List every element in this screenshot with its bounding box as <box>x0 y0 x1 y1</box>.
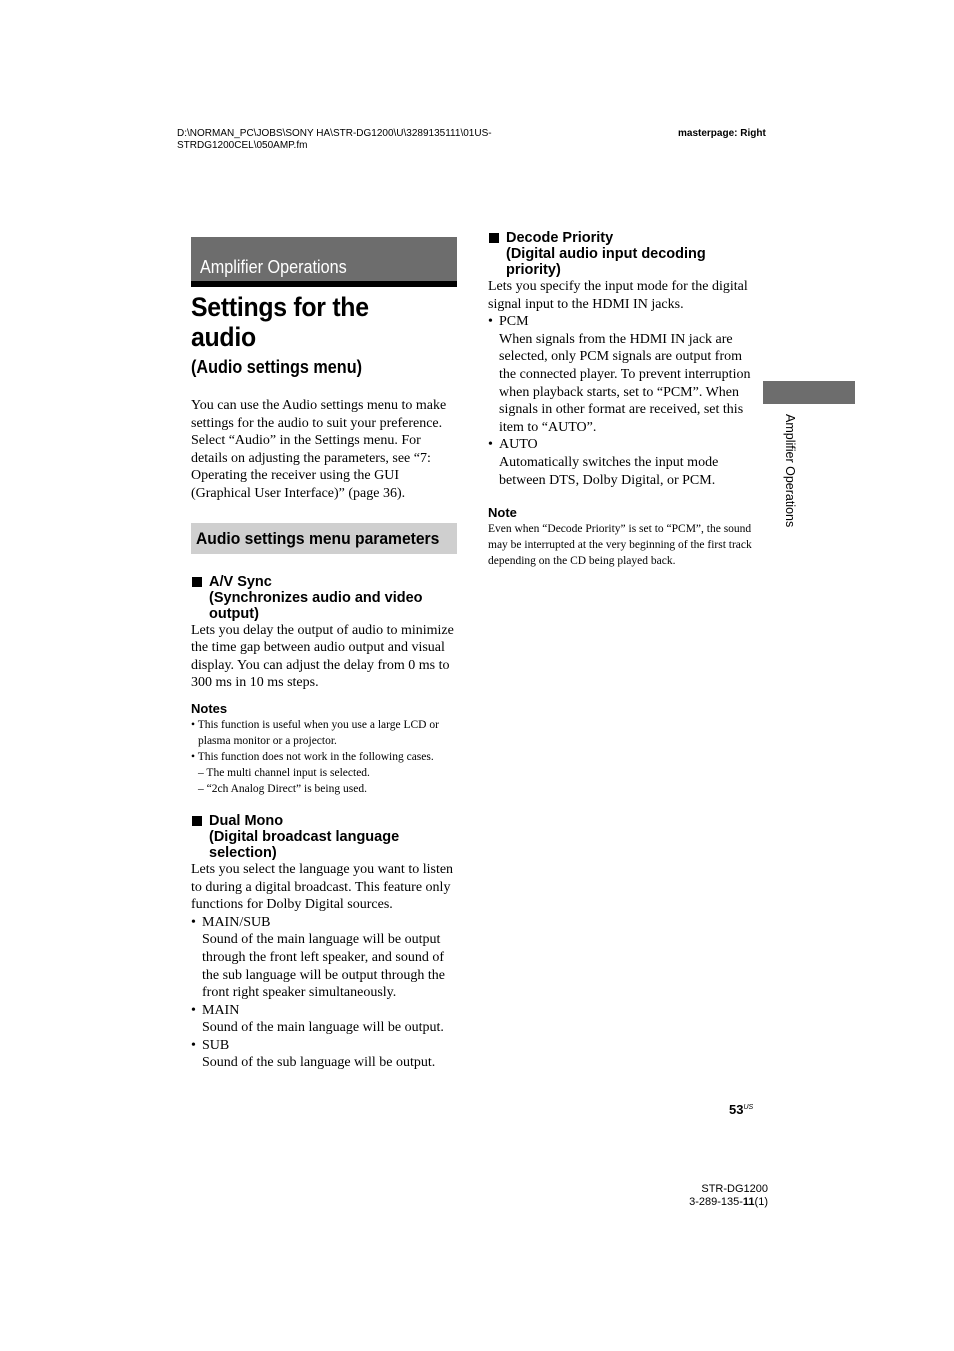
decode-priority-description: Lets you specify the input mode for the digital signal input to the HDMI IN jacks. <box>488 279 748 312</box>
chapter-banner <box>191 237 457 287</box>
footer-code: 3-289-135-11(1) <box>689 1195 768 1208</box>
option-label: • MAIN <box>191 1002 457 1020</box>
file-path-line1: D:\NORMAN_PC\JOBS\SONY HA\STR-DG1200\U\3289135111\01US- <box>177 128 492 139</box>
chapter-banner-text: Amplifier Operations <box>200 257 347 277</box>
chapter-side-label: Amplifier Operations <box>783 414 797 528</box>
file-path-line2: STRDG1200CEL\050AMP.fm <box>177 140 308 151</box>
footer-model: STR-DG1200 <box>701 1183 768 1195</box>
option-description: Sound of the sub language will be output. <box>202 1055 436 1071</box>
page-number: $53^{US}$ <box>729 1102 754 1117</box>
note-item: • This function is useful when you use a large LCD or plasma monitor or a projector. <box>191 718 439 747</box>
left-column <box>191 237 457 1072</box>
option-description: When signals from the HDMI IN jack are selected, only PCM signals are output from the connected player. To prevent interruption when playback starts, set to “PCM”. When signals in other format are received, set this item to “AUTO”. <box>499 331 751 435</box>
note-text: Even when “Decode Priority” is set to “PCM”, the sound may be interrupted at the very beginning of the first track depending on the CD being played back. <box>488 523 752 568</box>
option-description: Automatically switches the input mode between DTS, Dolby Digital, or PCM. <box>499 454 719 488</box>
av-sync-description: Lets you delay the output of audio to minimize the time gap between audio output and visual display. You can adjust the delay from 0 ms to 300 ms in 10 ms steps. <box>191 622 454 691</box>
notes-heading: Notes <box>191 700 228 716</box>
decode-priority-heading: Decode Priority (Digital audio input decoding priority) <box>488 230 754 278</box>
square-bullet-icon <box>192 577 202 587</box>
square-bullet-icon <box>192 816 202 826</box>
footer-model-info <box>600 1183 768 1208</box>
intro-paragraph: You can use the Audio settings menu to make settings for the audio to suit your preference. Select “Audio” in the Settings menu. For details on adjusting the parameters, see “7: Operating the receiver using the GUI (Graphical User Interface)” (page 36). <box>191 398 447 501</box>
option-description: Sound of the main language will be output. <box>202 1020 444 1036</box>
option-description: Sound of the main language will be output through the front left speaker, and sound of the sub language will be output through the front right speaker simultaneously. <box>202 932 446 1001</box>
chapter-side-tab <box>763 381 855 404</box>
masterpage-label: masterpage: Right <box>678 128 766 139</box>
page-title: Settings for the audio <box>191 292 369 352</box>
right-column <box>488 230 754 569</box>
dual-mono-heading: Dual Mono (Digital broadcast language selection) <box>191 813 457 861</box>
option-label: • AUTO <box>488 436 754 454</box>
section-heading: Audio settings menu parameters <box>191 523 457 554</box>
note-item: • This function does not work in the following cases. <box>191 750 434 763</box>
square-bullet-icon <box>489 233 499 243</box>
av-sync-heading: A/V Sync (Synchronizes audio and video output) <box>191 574 457 622</box>
page-subtitle: (Audio settings menu) <box>191 357 362 377</box>
dual-mono-description: Lets you select the language you want to listen to during a digital broadcast. This feature only functions for Dolby Digital sources. <box>191 861 454 913</box>
file-path-header <box>177 128 597 152</box>
note-heading: Note <box>488 505 517 521</box>
note-subitem: – “2ch Analog Direct” is being used. <box>198 782 367 795</box>
option-label: • MAIN/SUB <box>191 914 457 932</box>
option-label: • SUB <box>191 1037 457 1055</box>
page-region: US <box>743 1104 754 1111</box>
option-label: • PCM <box>488 313 754 331</box>
note-subitem: – The multi channel input is selected. <box>198 766 370 779</box>
